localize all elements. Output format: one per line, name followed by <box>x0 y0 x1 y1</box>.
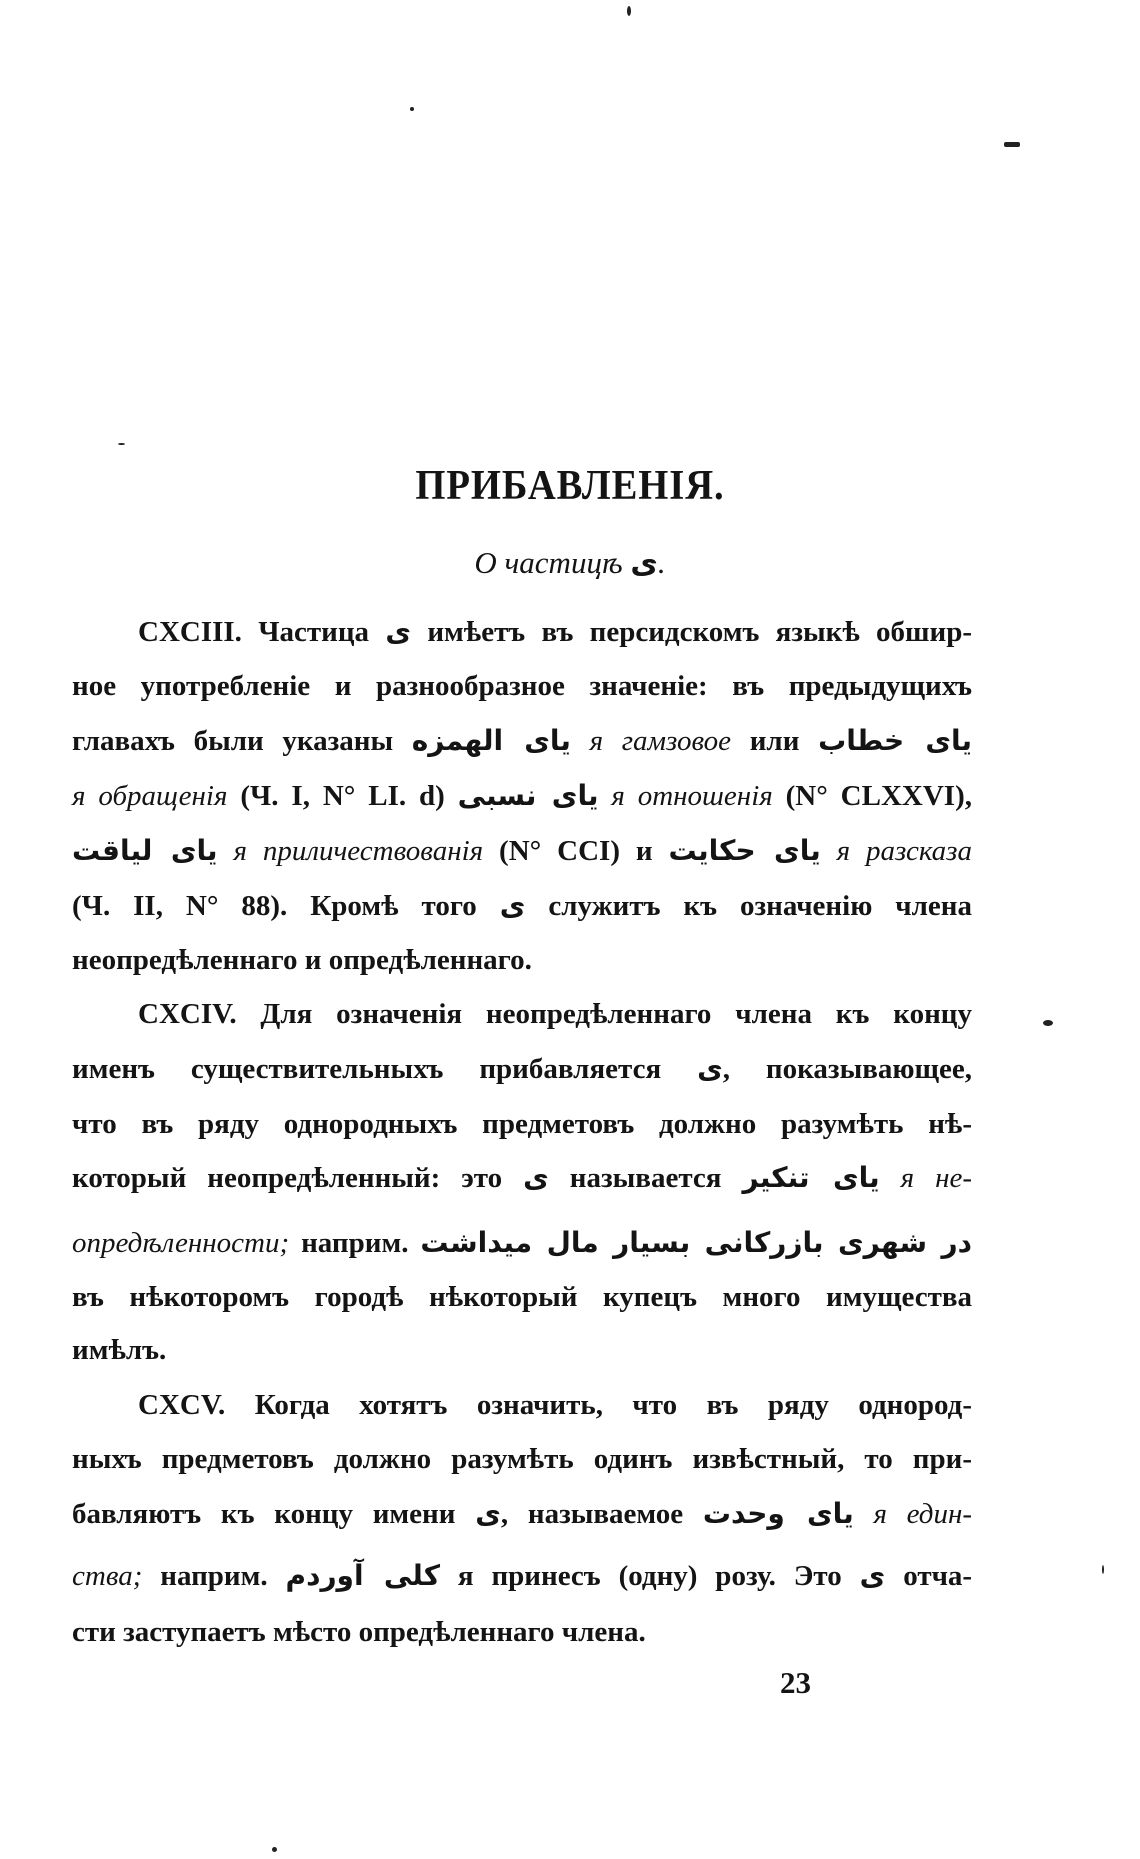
text: служитъ къ означенію члена <box>548 890 973 922</box>
arabic-text: ياى حكايت <box>668 834 821 867</box>
italic-term: опредѣленности; <box>72 1227 290 1259</box>
text: , называемое <box>500 1498 684 1530</box>
arabic-text: ياى خطاب <box>818 724 973 757</box>
paragraph-2-line-7 <box>72 1330 972 1370</box>
paragraph-2-line-1 <box>72 994 972 1034</box>
arabic-text: در شهرى بازركانى بسيار مال ميداشت <box>420 1226 972 1259</box>
italic-term: я приличествованія <box>233 835 484 867</box>
section-number: CXCIV. <box>138 998 237 1030</box>
section-number: CXCIII. <box>138 616 242 648</box>
italic-term: я разсказа <box>836 835 972 867</box>
text: (Ч. I, N° LI. d) <box>240 780 445 812</box>
text: имѣетъ въ персидскомъ языкѣ обшир- <box>427 616 973 648</box>
paragraph-3-line-2 <box>72 1439 972 1479</box>
scan-speck <box>1043 1020 1053 1026</box>
paragraph-1-line-2 <box>72 666 972 706</box>
italic-term: я не- <box>900 1162 973 1194</box>
subtitle-arabic: ى <box>630 546 658 581</box>
text: ное употребленіе и разнообразное значеніе: въ предыдущихъ <box>72 670 972 702</box>
paragraph-1-line-3 <box>72 721 972 761</box>
page-title: ПРИБАВЛЕНІЯ. <box>415 463 725 509</box>
paragraph-2-line-2 <box>72 1049 972 1089</box>
paragraph-3-line-5 <box>72 1612 972 1652</box>
paragraph-2-line-4 <box>72 1158 972 1198</box>
text: неопредѣленнаго и опредѣленнаго. <box>72 944 532 976</box>
arabic-text: ى <box>697 1052 723 1085</box>
scan-speck <box>1102 1565 1104 1574</box>
text: въ нѣкоторомъ городѣ нѣкоторый купецъ много имущества <box>72 1281 972 1313</box>
subtitle-tail: . <box>657 545 666 580</box>
arabic-text: كلى آوردم <box>285 1559 440 1592</box>
text: (Ч. II, N° 88). Кромѣ того <box>72 890 477 922</box>
scan-speck <box>410 107 414 111</box>
subtitle-text: О частицѣ <box>474 545 623 580</box>
text: именъ существительныхъ прибавляется <box>72 1053 662 1085</box>
text: отча- <box>903 1560 973 1592</box>
italic-term: я отношенія <box>611 780 773 812</box>
italic-term: ства; <box>72 1560 143 1592</box>
arabic-text: ياى وحدت <box>702 1497 854 1530</box>
text: (N° CLXXVI), <box>785 780 972 812</box>
scan-speck <box>627 6 631 16</box>
text: сти заступаетъ мѣсто опредѣленнаго члена. <box>72 1616 646 1648</box>
arabic-text: ى <box>499 889 526 922</box>
paragraph-2-line-5 <box>72 1223 972 1263</box>
text: что въ ряду однородныхъ предметовъ должно разумѣть нѣ- <box>72 1108 972 1140</box>
text: , показывающее, <box>722 1053 973 1085</box>
scan-speck <box>1004 142 1020 147</box>
paragraph-1-line-6 <box>72 886 972 926</box>
paragraph-3-line-3 <box>72 1494 972 1534</box>
text: который неопредѣленный: это <box>72 1162 503 1194</box>
italic-term: я обращенія <box>72 780 228 812</box>
arabic-text: ياى تنكير <box>742 1161 880 1194</box>
text: ныхъ предметовъ должно разумѣть одинъ извѣстный, то при- <box>72 1443 972 1475</box>
section-subtitle <box>0 545 1140 581</box>
arabic-text: ى <box>475 1497 501 1530</box>
paragraph-3-line-4 <box>72 1556 972 1596</box>
text: наприм. <box>301 1227 409 1259</box>
paragraph-1-line-4 <box>72 776 972 816</box>
paragraph-2-line-6 <box>72 1277 972 1317</box>
text: Частица <box>258 616 370 648</box>
italic-term: я един- <box>873 1498 973 1530</box>
text: бавляютъ къ концу имени <box>72 1498 456 1530</box>
paragraph-1-line-7 <box>72 940 972 980</box>
arabic-text: ياى نسبى <box>457 779 599 812</box>
scan-speck <box>272 1847 277 1852</box>
paragraph-1-line-1 <box>72 612 972 652</box>
section-number: CXCV. <box>138 1389 226 1421</box>
text: называется <box>569 1162 722 1194</box>
text: имѣлъ. <box>72 1334 167 1366</box>
arabic-text: ى <box>385 615 412 648</box>
arabic-text: ياى لياقت <box>72 834 218 867</box>
text: я принесъ (одну) розу. Это <box>457 1560 842 1592</box>
scan-speck <box>118 443 125 445</box>
italic-term: я гамзовое <box>589 725 732 757</box>
paragraph-2-line-3 <box>72 1104 972 1144</box>
page-number: 23 <box>780 1665 811 1700</box>
arabic-text: ى <box>523 1161 549 1194</box>
text: (N° CCI) и <box>499 835 653 867</box>
paragraph-3-line-1 <box>72 1385 972 1425</box>
text: главахъ были указаны <box>72 725 394 757</box>
paragraph-1-line-5 <box>72 831 972 871</box>
text: или <box>749 725 800 757</box>
arabic-text: ياى الهمزه <box>411 724 571 757</box>
text: наприм. <box>160 1560 268 1592</box>
text: Когда хотятъ означить, что въ ряду однород- <box>254 1389 973 1421</box>
text: Для означенія неопредѣленнаго члена къ концу <box>260 998 972 1030</box>
arabic-text: ى <box>859 1559 886 1592</box>
